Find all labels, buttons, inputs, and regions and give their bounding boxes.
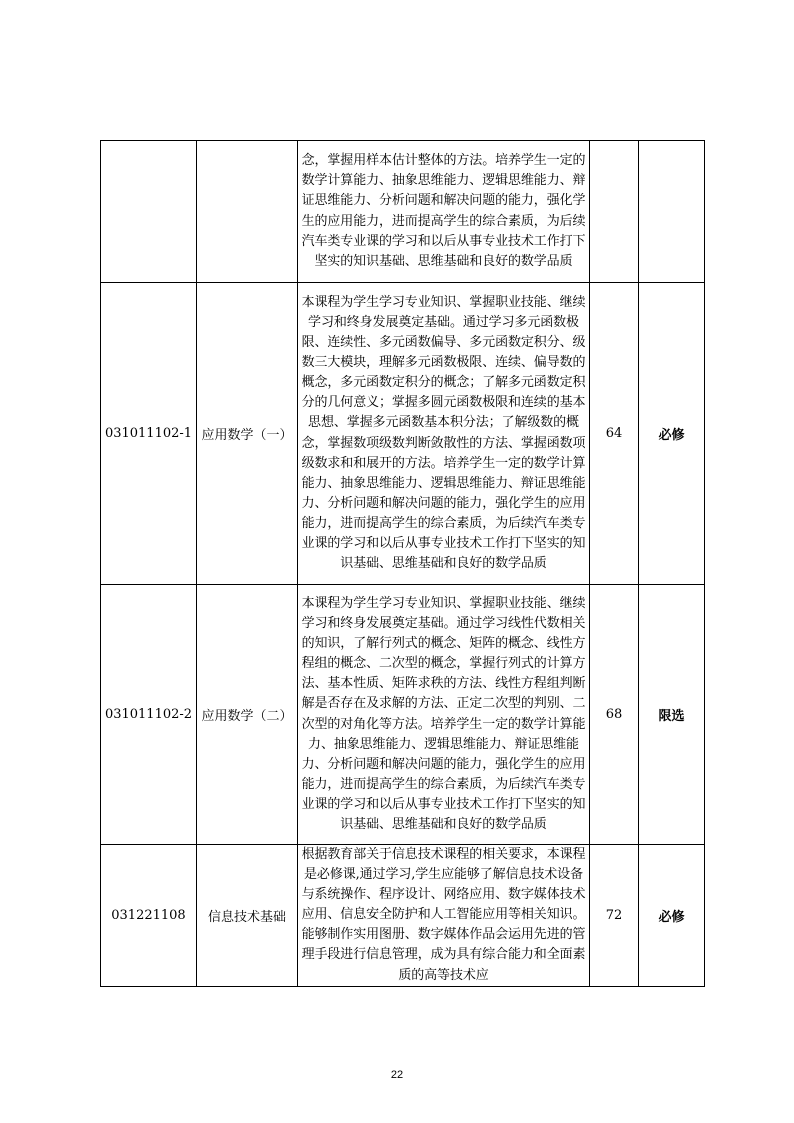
course-hours: 64: [590, 283, 639, 585]
course-type: 必修: [639, 845, 705, 987]
table-row: [101, 845, 705, 987]
course-hours: 72: [590, 845, 639, 987]
course-description: 本课程为学生学习专业知识、掌握职业技能、继续学习和终身发展奠定基础。通过学习线性代数相关的知识，了解行列式的概念、矩阵的概念、线性方程组的概念、二次型的概念，掌握行列式的计算方法、基本性质、矩阵求秩的方法、线性方程组判断解是否存在及求解的方法、正定二次型的判别、二次型的对角化等方法。培养学生一定的数学计算能力、抽象思维能力、逻辑思维能力、辩证思维能力、分析问题和解决问题的能力，强化学生的应用能力，进而提高学生的综合素质，为后续汽车类专业课的学习和以后从事专业技术工作打下坚实的知识基础、思维基础和良好的数学品质: [298, 585, 590, 845]
course-table: [100, 140, 705, 987]
course-name: [197, 141, 298, 283]
course-name: 应用数学（一）: [197, 283, 298, 585]
table-row: [101, 585, 705, 845]
table-row: [101, 283, 705, 585]
course-description: 本课程为学生学习专业知识、掌握职业技能、继续学习和终身发展奠定基础。通过学习多元函数极限、连续性、多元函数偏导、多元函数定积分、级数三大模块，理解多元函数极限、连续、偏导数的概念，多元函数定积分的概念；了解多元函数定积分的几何意义；掌握多圆元函数极限和连续的基本思想、掌握多元函数基本积分法；了解级数的概念，掌握数项级数判断敛散性的方法、掌握函数项级数求和和展开的方法。培养学生一定的数学计算能力、抽象思维能力、逻辑思维能力、辩证思维能力、分析问题和解决问题的能力，强化学生的应用能力，进而提高学生的综合素质，为后续汽车类专业课的学习和以后从事专业技术工作打下坚实的知识基础、思维基础和良好的数学品质: [298, 283, 590, 585]
page-number: 22: [390, 1069, 404, 1081]
course-code: 031011102-2: [101, 585, 197, 845]
course-hours: 68: [590, 585, 639, 845]
course-type: 必修: [639, 283, 705, 585]
course-description: 根据教育部关于信息技术课程的相关要求，本课程是必修课,通过学习,学生应能够了解信息技术设备与系统操作、程序设计、网络应用、数字媒体技术应用、信息安全防护和人工智能应用等相关知识。能够制作实用图册、数字媒体作品会运用先进的管理手段进行信息管理，成为具有综合能力和全面素质的高等技术应: [298, 845, 590, 987]
course-code: 031221108: [101, 845, 197, 987]
table-row: [101, 141, 705, 283]
course-name: 应用数学（二）: [197, 585, 298, 845]
course-description: 念，掌握用样本估计整体的方法。培养学生一定的数学计算能力、抽象思维能力、逻辑思维能力、辩证思维能力、分析问题和解决问题的能力，强化学生的应用能力，进而提高学生的综合素质，为后续汽车类专业课的学习和以后从事专业技术工作打下坚实的知识基础、思维基础和良好的数学品质: [298, 141, 590, 283]
course-type: 限选: [639, 585, 705, 845]
course-code: 031011102-1: [101, 283, 197, 585]
course-type: [639, 141, 705, 283]
course-name: 信息技术基础: [197, 845, 298, 987]
course-hours: [590, 141, 639, 283]
course-code: [101, 141, 197, 283]
